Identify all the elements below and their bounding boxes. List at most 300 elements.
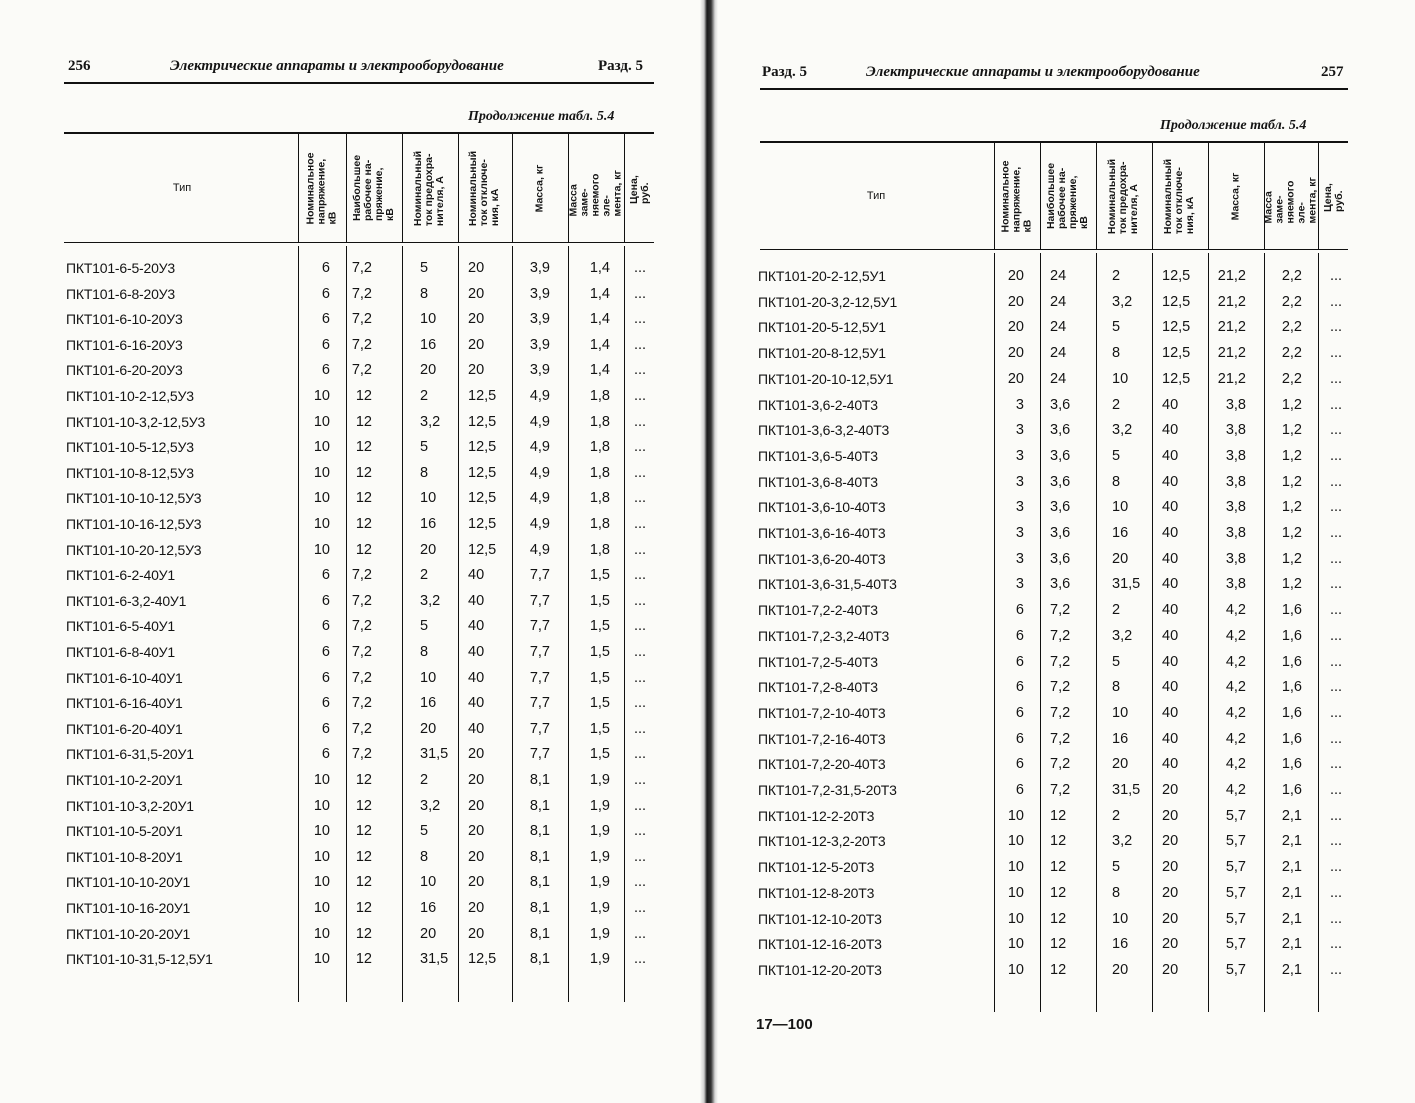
header-fuse-current — [1096, 145, 1152, 247]
cell-price: ... — [1330, 602, 1343, 619]
table-row — [712, 936, 1412, 961]
cell-voltage: 10 — [313, 925, 330, 942]
cell-element-mass: 1,4 — [589, 336, 610, 353]
cell-breaking-current: 20 — [468, 848, 485, 865]
cell-breaking-current: 12,5 — [468, 490, 497, 507]
cell-voltage: 10 — [1007, 910, 1024, 927]
signature-mark: 17—100 — [756, 1016, 813, 1033]
cell-voltage: 10 — [313, 516, 330, 532]
cell-price: ... — [1330, 319, 1343, 336]
cell-element-mass: 1,5 — [589, 567, 610, 584]
table-row — [0, 823, 700, 848]
header-price — [624, 136, 656, 240]
cell-price: ... — [1330, 576, 1343, 593]
cell-price: ... — [634, 541, 647, 558]
cell-price: ... — [1330, 730, 1343, 747]
cell-fuse-current: 10 — [420, 874, 437, 891]
cell-breaking-current: 40 — [1162, 627, 1179, 644]
cell-voltage: 10 — [313, 464, 330, 481]
cell-mass: 3,8 — [1225, 447, 1246, 464]
cell-type: ПКТ101-6-20-40У1 — [66, 720, 183, 737]
cell-breaking-current: 20 — [468, 311, 485, 328]
cell-fuse-current: 8 — [420, 285, 429, 302]
cell-voltage: 6 — [321, 720, 330, 737]
table-row — [0, 567, 700, 592]
cell-fuse-current: 8 — [420, 848, 429, 865]
cell-breaking-current: 20 — [468, 362, 485, 379]
table-row — [712, 345, 1412, 370]
cell-max-voltage: 24 — [1050, 268, 1067, 284]
cell-fuse-current: 31,5 — [1112, 782, 1141, 798]
cell-breaking-current: 20 — [468, 874, 485, 891]
cell-type: ПКТ101-20-2-12,5У1 — [758, 268, 886, 284]
cell-voltage: 6 — [321, 644, 330, 660]
cell-type: ПКТ101-3,6-2-40Т3 — [758, 396, 878, 413]
cell-mass: 4,2 — [1225, 653, 1246, 670]
cell-mass: 3,8 — [1225, 422, 1246, 439]
cell-max-voltage: 3,6 — [1050, 422, 1071, 439]
cell-voltage: 10 — [313, 541, 330, 558]
cell-max-voltage: 7,2 — [351, 311, 372, 328]
table-row — [712, 602, 1412, 627]
cell-type: ПКТ101-6-8-20У3 — [66, 285, 175, 302]
cell-price: ... — [1330, 447, 1343, 464]
cell-element-mass: 1,9 — [589, 925, 610, 942]
cell-price: ... — [1330, 345, 1343, 362]
cell-price: ... — [634, 874, 647, 891]
cell-type: ПКТ101-7,2-20-40Т3 — [758, 756, 886, 773]
cell-mass: 3,8 — [1225, 499, 1246, 516]
header-text: Номинальное напряжение, кВ — [999, 160, 1034, 232]
cell-element-mass: 1,6 — [1281, 602, 1302, 619]
table-row — [0, 926, 700, 951]
cell-price: ... — [634, 925, 647, 942]
cell-fuse-current: 5 — [1112, 653, 1121, 670]
cell-voltage: 6 — [1015, 782, 1024, 798]
table-row — [0, 490, 700, 515]
cell-voltage: 20 — [1007, 345, 1024, 362]
cell-voltage: 10 — [313, 772, 330, 788]
running-title: Электрические аппараты и электрооборудование — [170, 58, 504, 74]
header-text: Номинальное напряжение, кВ — [304, 152, 339, 224]
cell-element-mass: 1,6 — [1281, 782, 1302, 798]
cell-type: ПКТ101-7,2-5-40Т3 — [758, 653, 878, 670]
cell-breaking-current: 40 — [468, 695, 485, 712]
table-row — [712, 731, 1412, 756]
cell-breaking-current: 20 — [1162, 936, 1179, 953]
cell-type: ПКТ101-10-2-12,5У3 — [66, 388, 194, 404]
cell-type: ПКТ101-10-5-20У1 — [66, 823, 183, 840]
cell-fuse-current: 5 — [420, 618, 429, 635]
header-element-mass — [568, 136, 624, 240]
cell-type: ПКТ101-20-5-12,5У1 — [758, 319, 886, 336]
cell-max-voltage: 3,6 — [1050, 525, 1071, 541]
header-mass — [512, 136, 568, 240]
header-max-voltage — [1040, 145, 1096, 247]
table-row — [712, 756, 1412, 781]
cell-voltage: 10 — [313, 388, 330, 404]
cell-element-mass: 1,9 — [589, 874, 610, 891]
cell-type: ПКТ101-12-3,2-20Т3 — [758, 833, 886, 850]
cell-element-mass: 2,1 — [1281, 910, 1302, 927]
table-row — [0, 414, 700, 439]
cell-fuse-current: 16 — [420, 516, 437, 532]
header-text: Масса, кг — [533, 164, 546, 212]
cell-element-mass: 1,8 — [589, 439, 610, 456]
cell-mass: 7,7 — [529, 746, 550, 763]
cell-mass: 3,8 — [1225, 550, 1246, 567]
cell-price: ... — [1330, 653, 1343, 670]
cell-fuse-current: 16 — [1112, 525, 1129, 541]
cell-mass: 7,7 — [529, 669, 550, 686]
cell-element-mass: 2,2 — [1281, 268, 1302, 284]
cell-price: ... — [634, 362, 647, 379]
cell-mass: 3,9 — [529, 362, 550, 379]
cell-breaking-current: 20 — [468, 925, 485, 942]
cell-fuse-current: 20 — [420, 925, 437, 942]
cell-fuse-current: 31,5 — [1112, 576, 1141, 593]
cell-voltage: 6 — [321, 592, 330, 609]
cell-breaking-current: 20 — [468, 797, 485, 814]
cell-max-voltage: 7,2 — [1050, 782, 1071, 798]
table-row — [0, 260, 700, 285]
running-title: Электрические аппараты и электрооборудование — [866, 64, 1200, 80]
cell-max-voltage: 12 — [1050, 833, 1067, 850]
table-row — [712, 679, 1412, 704]
cell-mass: 8,1 — [529, 874, 550, 891]
header-text: Масса, кг — [1229, 172, 1242, 220]
cell-element-mass: 2,2 — [1281, 345, 1302, 362]
cell-fuse-current: 16 — [1112, 936, 1129, 953]
table-row — [712, 705, 1412, 730]
cell-breaking-current: 12,5 — [1162, 345, 1191, 362]
cell-max-voltage: 12 — [1050, 910, 1067, 927]
cell-mass: 4,9 — [529, 541, 550, 558]
header-text: Тип — [866, 190, 886, 202]
cell-max-voltage: 12 — [355, 464, 372, 481]
cell-voltage: 20 — [1007, 370, 1024, 387]
cell-fuse-current: 5 — [1112, 447, 1121, 464]
table-row — [0, 746, 700, 771]
cell-voltage: 6 — [321, 336, 330, 353]
cell-mass: 4,9 — [529, 464, 550, 481]
table-row — [0, 618, 700, 643]
cell-fuse-current: 10 — [1112, 370, 1129, 387]
cell-price: ... — [634, 720, 647, 737]
cell-element-mass: 1,2 — [1281, 525, 1302, 541]
cell-max-voltage: 3,6 — [1050, 550, 1071, 567]
cell-breaking-current: 12,5 — [468, 516, 497, 532]
cell-max-voltage: 24 — [1050, 370, 1067, 387]
cell-fuse-current: 16 — [420, 336, 437, 353]
cell-max-voltage: 12 — [355, 516, 372, 532]
cell-max-voltage: 12 — [355, 874, 372, 891]
table-row — [0, 362, 700, 387]
cell-fuse-current: 10 — [1112, 499, 1129, 516]
table-row — [0, 439, 700, 464]
cell-price: ... — [1330, 756, 1343, 773]
cell-type: ПКТ101-10-31,5-12,5У1 — [66, 951, 213, 968]
cell-fuse-current: 16 — [420, 900, 437, 916]
header-text: Цена, руб. — [1322, 183, 1345, 212]
cell-voltage: 6 — [321, 746, 330, 763]
cell-element-mass: 1,9 — [589, 797, 610, 814]
cell-voltage: 6 — [321, 695, 330, 712]
cell-fuse-current: 3,2 — [1112, 293, 1133, 310]
cell-fuse-current: 3,2 — [420, 413, 441, 430]
cell-voltage: 10 — [1007, 936, 1024, 953]
cell-max-voltage: 7,2 — [351, 336, 372, 353]
table-row — [712, 833, 1412, 858]
cell-type: ПКТ101-7,2-3,2-40Т3 — [758, 627, 890, 644]
cell-breaking-current: 40 — [468, 644, 485, 660]
cell-mass: 4,2 — [1225, 730, 1246, 747]
table-row — [0, 721, 700, 746]
cell-max-voltage: 12 — [1050, 859, 1067, 876]
cell-max-voltage: 3,6 — [1050, 447, 1071, 464]
table-row — [0, 465, 700, 490]
right-page — [712, 0, 1415, 1103]
cell-fuse-current: 8 — [1112, 884, 1121, 901]
cell-element-mass: 1,4 — [589, 260, 610, 276]
cell-type: ПКТ101-6-20-20У3 — [66, 362, 183, 379]
cell-breaking-current: 20 — [1162, 961, 1179, 978]
cell-element-mass: 2,1 — [1281, 833, 1302, 850]
cell-breaking-current: 40 — [1162, 756, 1179, 773]
cell-element-mass: 1,6 — [1281, 653, 1302, 670]
cell-breaking-current: 40 — [1162, 447, 1179, 464]
cell-price: ... — [634, 746, 647, 763]
cell-mass: 8,1 — [529, 900, 550, 916]
cell-max-voltage: 12 — [355, 951, 372, 968]
cell-type: ПКТ101-12-8-20Т3 — [758, 884, 875, 901]
cell-mass: 4,9 — [529, 516, 550, 532]
header-text: Номинальный ток предохра- нителя, А — [412, 150, 447, 226]
cell-element-mass: 1,2 — [1281, 447, 1302, 464]
cell-mass: 8,1 — [529, 772, 550, 788]
cell-type: ПКТ101-10-16-20У1 — [66, 900, 191, 916]
cell-max-voltage: 12 — [355, 823, 372, 840]
cell-type: ПКТ101-3,6-8-40Т3 — [758, 473, 878, 490]
cell-price: ... — [634, 618, 647, 635]
cell-mass: 4,2 — [1225, 602, 1246, 619]
cell-price: ... — [1330, 525, 1343, 541]
cell-element-mass: 2,1 — [1281, 859, 1302, 876]
cell-breaking-current: 20 — [468, 260, 485, 276]
cell-fuse-current: 20 — [1112, 961, 1129, 978]
cell-element-mass: 1,5 — [589, 644, 610, 660]
cell-element-mass: 1,5 — [589, 669, 610, 686]
header-breaking-current — [1152, 145, 1208, 247]
cell-price: ... — [1330, 422, 1343, 439]
table-row — [0, 286, 700, 311]
cell-mass: 3,8 — [1225, 525, 1246, 541]
cell-mass: 21,2 — [1217, 293, 1246, 310]
cell-mass: 5,7 — [1225, 936, 1246, 953]
cell-voltage: 6 — [321, 618, 330, 635]
cell-price: ... — [634, 669, 647, 686]
cell-voltage: 10 — [313, 874, 330, 891]
cell-type: ПКТ101-12-16-20Т3 — [758, 936, 882, 953]
cell-element-mass: 2,2 — [1281, 319, 1302, 336]
cell-breaking-current: 40 — [468, 618, 485, 635]
cell-type: ПКТ101-3,6-20-40Т3 — [758, 550, 886, 567]
cell-max-voltage: 12 — [355, 900, 372, 916]
header-type — [758, 145, 994, 247]
cell-voltage: 6 — [321, 669, 330, 686]
table-header-rule — [760, 249, 1348, 250]
cell-mass: 4,2 — [1225, 782, 1246, 798]
cell-price: ... — [634, 772, 647, 788]
cell-price: ... — [1330, 499, 1343, 516]
cell-breaking-current: 12,5 — [468, 541, 497, 558]
cell-max-voltage: 7,2 — [1050, 756, 1071, 773]
cell-price: ... — [634, 311, 647, 328]
table-row — [0, 644, 700, 669]
cell-mass: 3,9 — [529, 285, 550, 302]
cell-breaking-current: 12,5 — [468, 413, 497, 430]
cell-voltage: 3 — [1015, 525, 1024, 541]
cell-element-mass: 1,2 — [1281, 576, 1302, 593]
cell-mass: 3,9 — [529, 311, 550, 328]
cell-max-voltage: 7,2 — [351, 695, 372, 712]
cell-mass: 7,7 — [529, 695, 550, 712]
cell-type: ПКТ101-12-10-20Т3 — [758, 910, 882, 927]
cell-fuse-current: 3,2 — [420, 592, 441, 609]
cell-price: ... — [634, 951, 647, 968]
cell-element-mass: 2,1 — [1281, 807, 1302, 824]
cell-element-mass: 1,6 — [1281, 627, 1302, 644]
table-row — [0, 695, 700, 720]
cell-element-mass: 1,9 — [589, 900, 610, 916]
cell-price: ... — [634, 848, 647, 865]
cell-max-voltage: 3,6 — [1050, 396, 1071, 413]
cell-fuse-current: 8 — [1112, 473, 1121, 490]
table-row — [712, 525, 1412, 550]
cell-fuse-current: 8 — [420, 644, 429, 660]
cell-element-mass: 1,5 — [589, 592, 610, 609]
cell-voltage: 6 — [321, 311, 330, 328]
cell-mass: 4,9 — [529, 388, 550, 404]
cell-fuse-current: 2 — [420, 567, 429, 584]
cell-breaking-current: 40 — [468, 592, 485, 609]
cell-type: ПКТ101-10-3,2-12,5У3 — [66, 413, 206, 430]
cell-type: ПКТ101-6-8-40У1 — [66, 644, 175, 660]
cell-type: ПКТ101-6-16-40У1 — [66, 695, 183, 712]
cell-price: ... — [1330, 268, 1343, 284]
cell-fuse-current: 20 — [420, 541, 437, 558]
table-row — [0, 311, 700, 336]
cell-price: ... — [634, 388, 647, 404]
cell-max-voltage: 7,2 — [351, 720, 372, 737]
cell-element-mass: 1,8 — [589, 464, 610, 481]
cell-fuse-current: 5 — [1112, 319, 1121, 336]
cell-voltage: 3 — [1015, 473, 1024, 490]
page-number: 257 — [1321, 64, 1344, 80]
table-row — [712, 576, 1412, 601]
cell-element-mass: 1,6 — [1281, 704, 1302, 721]
cell-max-voltage: 7,2 — [1050, 602, 1071, 619]
table-row — [712, 885, 1412, 910]
cell-mass: 21,2 — [1217, 268, 1246, 284]
header-breaking-current — [458, 136, 512, 240]
table-top-rule — [64, 132, 654, 134]
cell-voltage: 3 — [1015, 576, 1024, 593]
cell-mass: 5,7 — [1225, 910, 1246, 927]
cell-mass: 3,9 — [529, 336, 550, 353]
cell-price: ... — [1330, 910, 1343, 927]
table-row — [712, 962, 1412, 987]
cell-fuse-current: 3,2 — [1112, 833, 1133, 850]
cell-breaking-current: 12,5 — [1162, 293, 1191, 310]
cell-breaking-current: 40 — [1162, 704, 1179, 721]
cell-element-mass: 1,6 — [1281, 730, 1302, 747]
cell-price: ... — [1330, 396, 1343, 413]
cell-mass: 7,7 — [529, 720, 550, 737]
cell-fuse-current: 10 — [420, 669, 437, 686]
cell-fuse-current: 20 — [1112, 550, 1129, 567]
continuation-label: Продолжение табл. 5.4 — [468, 109, 615, 124]
cell-element-mass: 1,9 — [589, 848, 610, 865]
cell-type: ПКТ101-20-8-12,5У1 — [758, 345, 886, 362]
cell-element-mass: 1,5 — [589, 695, 610, 712]
cell-breaking-current: 12,5 — [468, 951, 497, 968]
cell-element-mass: 1,2 — [1281, 550, 1302, 567]
cell-breaking-current: 40 — [1162, 422, 1179, 439]
header-text: Цена, руб. — [628, 175, 651, 204]
table-row — [712, 911, 1412, 936]
cell-voltage: 3 — [1015, 447, 1024, 464]
cell-mass: 4,2 — [1225, 704, 1246, 721]
cell-max-voltage: 7,2 — [351, 567, 372, 584]
cell-type: ПКТ101-7,2-16-40Т3 — [758, 730, 886, 747]
cell-mass: 4,2 — [1225, 679, 1246, 696]
cell-voltage: 6 — [1015, 756, 1024, 773]
cell-mass: 8,1 — [529, 951, 550, 968]
cell-breaking-current: 40 — [1162, 473, 1179, 490]
cell-voltage: 10 — [313, 439, 330, 456]
table-row — [712, 371, 1412, 396]
cell-type: ПКТ101-10-2-20У1 — [66, 772, 183, 788]
cell-mass: 4,9 — [529, 413, 550, 430]
table-row — [0, 772, 700, 797]
left-page — [0, 0, 705, 1103]
cell-element-mass: 1,5 — [589, 618, 610, 635]
cell-type: ПКТ101-10-3,2-20У1 — [66, 797, 194, 814]
cell-mass: 4,2 — [1225, 756, 1246, 773]
header-text: Наибольшее рабочее на- пряжение, кВ — [351, 154, 397, 222]
cell-element-mass: 1,2 — [1281, 396, 1302, 413]
cell-mass: 4,9 — [529, 439, 550, 456]
cell-mass: 7,7 — [529, 592, 550, 609]
table-row — [712, 397, 1412, 422]
cell-price: ... — [1330, 704, 1343, 721]
cell-mass: 7,7 — [529, 618, 550, 635]
cell-breaking-current: 20 — [468, 772, 485, 788]
cell-max-voltage: 7,2 — [1050, 627, 1071, 644]
cell-max-voltage: 7,2 — [351, 362, 372, 379]
cell-price: ... — [1330, 473, 1343, 490]
cell-mass: 7,7 — [529, 567, 550, 584]
cell-fuse-current: 10 — [420, 490, 437, 507]
cell-fuse-current: 2 — [420, 388, 429, 404]
header-mass — [1208, 145, 1264, 247]
cell-fuse-current: 5 — [420, 439, 429, 456]
table-row — [0, 798, 700, 823]
cell-voltage: 6 — [1015, 602, 1024, 619]
cell-type: ПКТ101-10-20-20У1 — [66, 925, 191, 942]
cell-fuse-current: 31,5 — [420, 951, 449, 968]
